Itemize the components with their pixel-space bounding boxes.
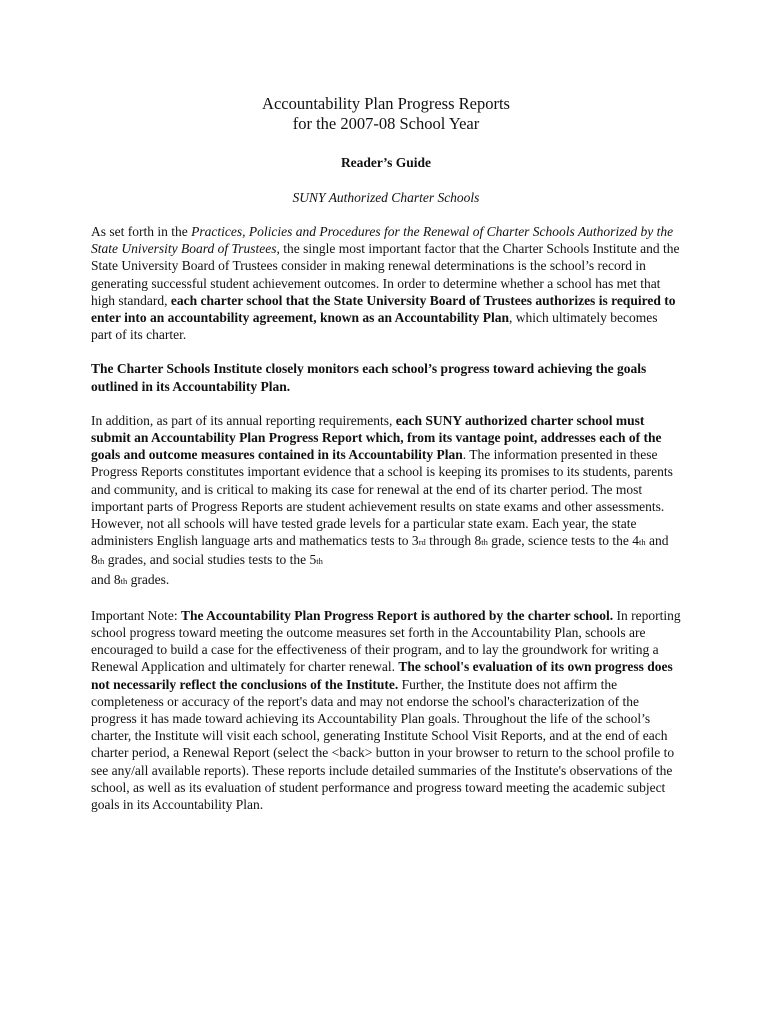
reporting-text-5: and 8 xyxy=(91,533,669,568)
intro-bold-statement: each charter school that the State University Board of Trustees authorizes is required to enter into an accountability agreement, known as an Accountability Plan xyxy=(91,292,676,326)
paragraph-intro xyxy=(91,223,681,343)
ordinal-th-4: th xyxy=(316,556,323,567)
reporting-text-4: grade, science tests to the 4 xyxy=(487,533,639,549)
document-title xyxy=(91,94,681,134)
note-bold-authorship: The Accountability Plan Progress Report is authored by the charter school. xyxy=(180,607,614,623)
reporting-text-1: In addition, as part of its annual reporting requirements, xyxy=(91,412,396,428)
intro-text-1: As set forth in the xyxy=(91,224,192,239)
paragraph-important-note xyxy=(91,607,681,813)
ordinal-th-3: th xyxy=(97,556,105,567)
title-line-2: for the 2007-08 School Year xyxy=(292,114,480,133)
monitoring-bold-statement: The Charter Schools Institute closely monitors each school’s progress toward achieving the goals outlined in its Accountability Plan. xyxy=(91,361,647,394)
intro-text-2: , the single most important factor that the Charter Schools Institute and the State University Board of Trustees consider in making renewal determinations is the school’s record in generating successful student achievement outcomes. In order to determine whether a school has met that high standard, xyxy=(91,241,680,308)
ordinal-rd: rd xyxy=(418,537,426,548)
ordinal-th-2: th xyxy=(638,537,646,548)
suny-subheading: SUNY Authorized Charter Schools xyxy=(292,190,480,205)
paragraph-monitoring xyxy=(91,360,681,394)
intro-text-3: , which ultimately becomes part of its charter. xyxy=(91,310,658,343)
document-page xyxy=(91,94,681,813)
note-text-2: In reporting school progress toward meeting the outcome measures set forth in the Accountability Plan, schools are encouraged to build a case for the effectiveness of their program, and to lay the groundwork for writing a Renewal Application and ultimately for charter renewal. xyxy=(91,607,681,675)
intro-document-title: Practices, Policies and Procedures for the Renewal of Charter Schools Authorized by the State University Board of Trustees xyxy=(91,224,674,257)
reporting-bold-statement: each SUNY authorized charter school must submit an Accountability Plan Progress Report which, from its vantage point, addresses each of the goals and outcome measures contained in its Accountability Plan xyxy=(91,412,662,463)
note-text-1: Important Note: xyxy=(91,607,181,623)
reporting-text-8: grades. xyxy=(127,571,170,587)
reporting-text-7: and 8 xyxy=(91,571,121,587)
reporting-text-6: grades, and social studies tests to the 5 xyxy=(104,552,317,568)
paragraph-reporting xyxy=(91,412,681,590)
reporting-text-2: . The information presented in these Progress Reports constitutes important evidence that a school is keeping its promises to its students, parents and community, and is critical to making its case for renewal at the end of its charter period. The most important parts of Progress Reports are student achievement results on state exams and other assessments. However, not all schools will have tested grade levels for a particular state exam. Each year, the state administers English language arts and mathematics tests to 3 xyxy=(91,447,673,549)
title-line-1: Accountability Plan Progress Reports xyxy=(262,94,510,113)
note-bold-disclaimer: The school's evaluation of its own progress does not necessarily reflect the conclusions of the Institute. xyxy=(91,659,673,692)
readers-guide-heading: Reader’s Guide xyxy=(340,155,432,170)
ordinal-th-1: th xyxy=(481,537,488,548)
note-text-3: Further, the Institute does not affirm the completeness or accuracy of the report's data and may not endorse the school's characterization of the progress it has made toward achieving its Accountability Plan goals. Throughout the life of the school’s charter, the Institute will visit each school, generating Institute School Visit Reports, and at the end of each charter period, a Renewal Report (select the <back> button in your browser to return to the school profile to see any/all available reports). These reports include detailed summaries of the Institute's observations of the school, as well as its evaluation of student performance and progress toward meeting the academic subject goals in its Accountability Plan. xyxy=(91,676,675,813)
ordinal-th-5: th xyxy=(120,575,128,586)
reporting-text-3: through 8 xyxy=(425,533,482,549)
